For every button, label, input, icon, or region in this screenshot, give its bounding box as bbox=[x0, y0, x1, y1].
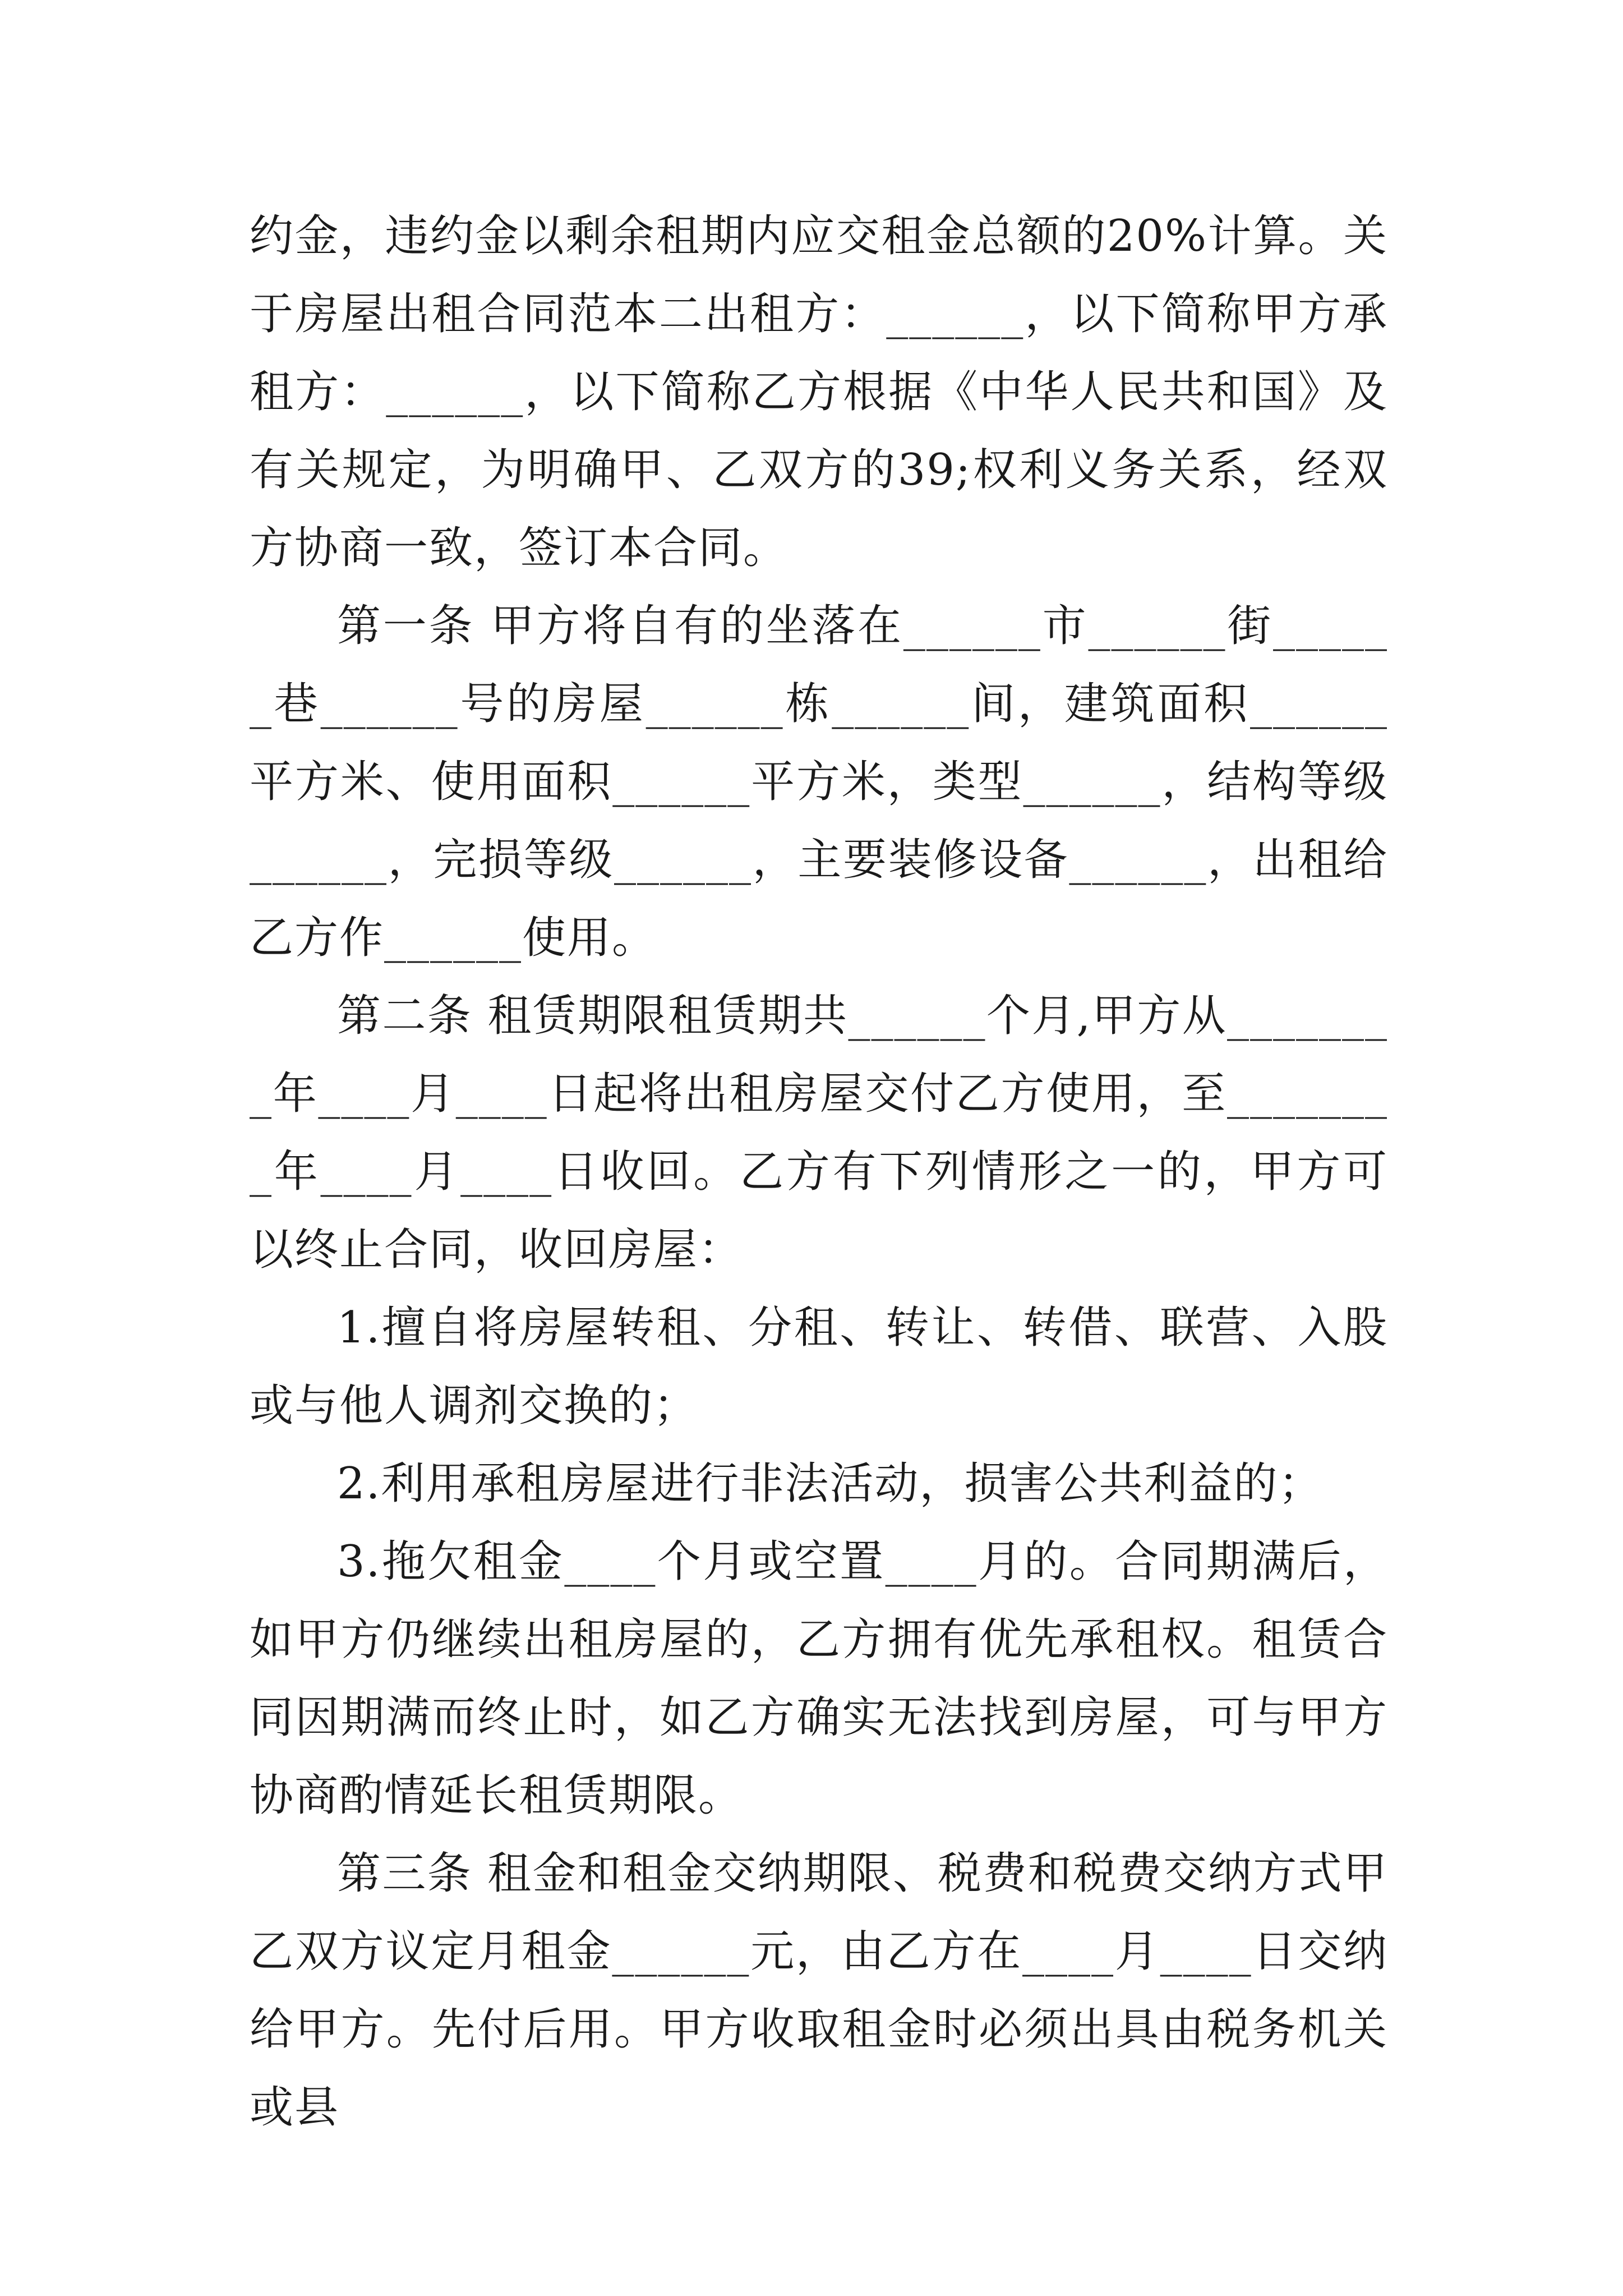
document-body bbox=[250, 197, 1388, 2147]
paragraph-article-2: 第二条 租赁期限租赁期共______个月,甲方从________年____月____日起将出租房屋交付乙方使用，至________年____月____日收回。乙方有下列情形之一的，甲方可以终止合同，收回房屋： bbox=[250, 991, 1388, 1275]
paragraph-item-1: 1.擅自将房屋转租、分租、转让、转借、联营、入股或与他人调剂交换的； bbox=[250, 1303, 1388, 1431]
paragraph-item-3: 3.拖欠租金____个月或空置____月的。合同期满后，如甲方仍继续出租房屋的，乙方拥有优先承租权。租赁合同因期满而终止时，如乙方确实无法找到房屋，可与甲方协商酌情延长租赁期限。 bbox=[250, 1536, 1388, 1821]
paragraph-article-1: 第一条 甲方将自有的坐落在______市______街______巷______号的房屋______栋______间，建筑面积______平方米、使用面积______平方米，类型______，结构等级______，完损等级______，主要装修设备______，出租给乙方作______使用。 bbox=[250, 601, 1388, 963]
paragraph-item-2: 2.利用承租房屋进行非法活动，损害公共利益的； bbox=[337, 1458, 1324, 1509]
paragraph-intro: 约金，违约金以剩余租期内应交租金总额的20%计算。关于房屋出租合同范本二出租方：______，以下简称甲方承租方：______，以下简称乙方根据《中华人民共和国》及有关规定，为明确甲、乙双方的39;权利义务关系，经双方协商一致，签订本合同。 bbox=[250, 211, 1388, 573]
paragraph-article-3: 第三条 租金和租金交纳期限、税费和税费交纳方式甲乙双方议定月租金______元，由乙方在____月____日交纳给甲方。先付后用。甲方收取租金时必须出具由税务机关或县 bbox=[250, 1848, 1388, 2133]
